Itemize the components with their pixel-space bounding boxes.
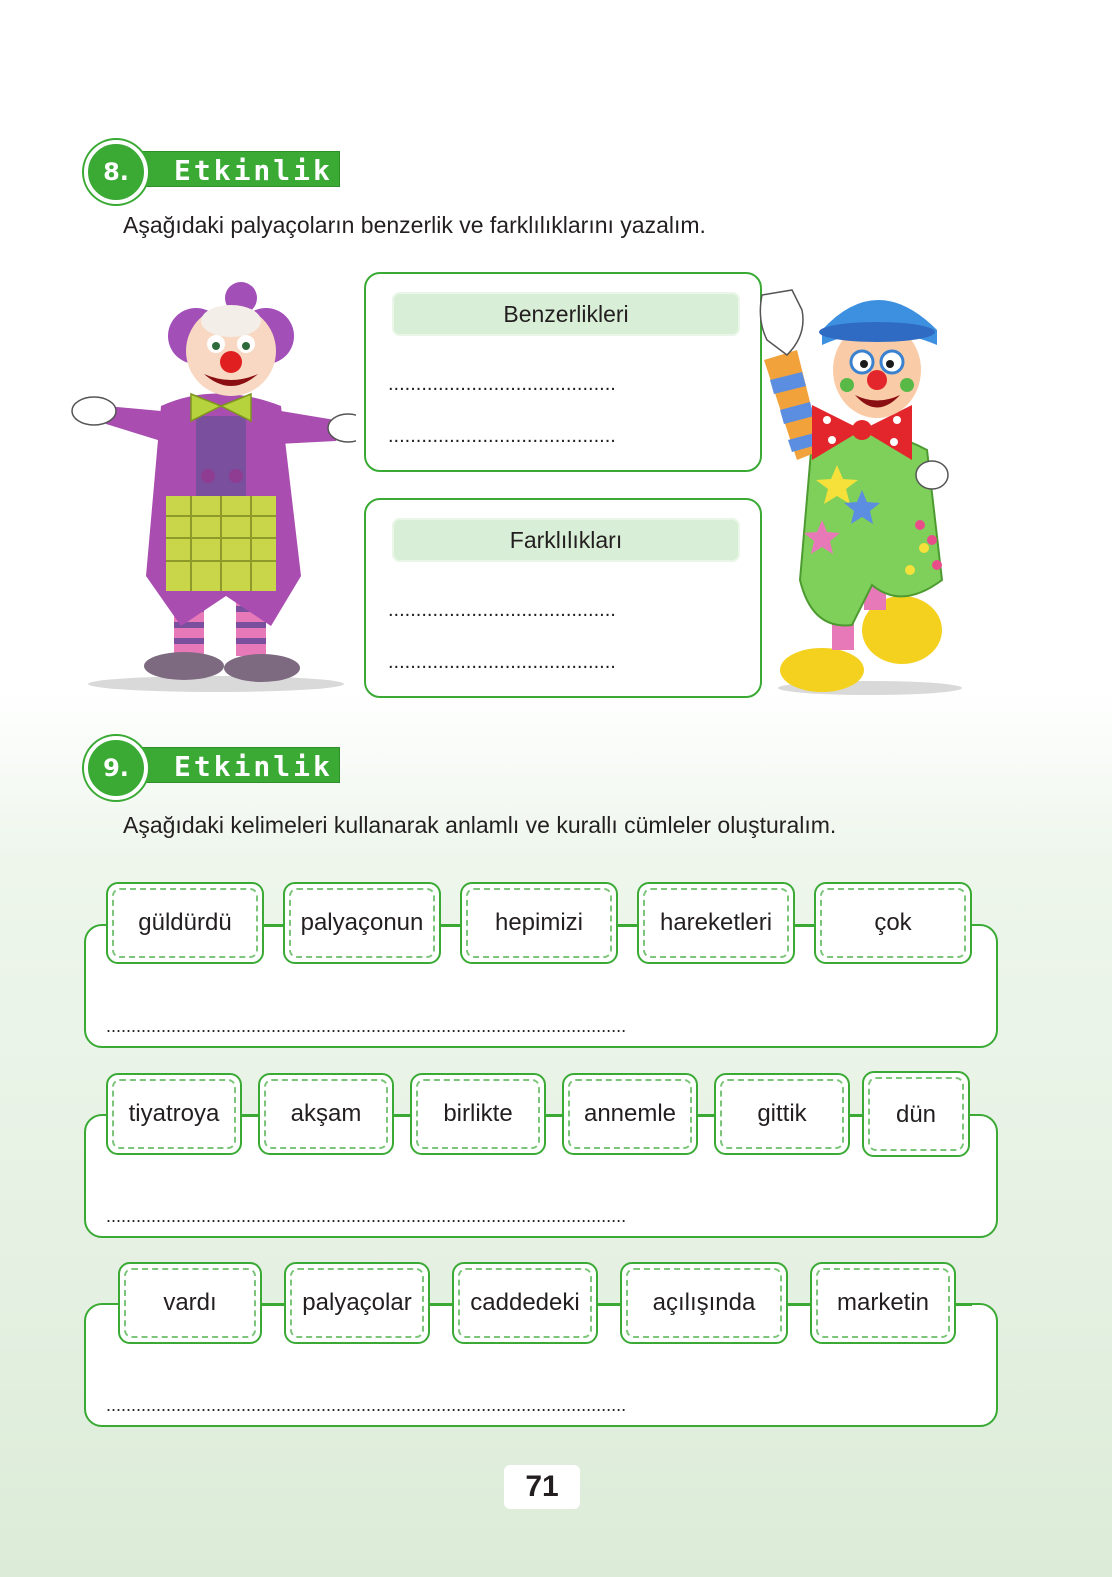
differences-line-2[interactable]: ......................................... — [388, 652, 616, 672]
differences-line-1[interactable]: ......................................... — [388, 600, 616, 620]
word-card[interactable]: hepimizi — [460, 882, 618, 964]
differences-box — [364, 498, 762, 698]
word-card[interactable]: marketin — [810, 1262, 956, 1344]
word-card[interactable]: annemle — [562, 1073, 698, 1155]
activity-8-number: 8. — [84, 140, 148, 204]
activity-9-instruction: Aşağıdaki kelimeleri kullanarak anlamlı ve kurallı cümleler oluşturalım. — [123, 812, 837, 838]
word-card[interactable]: hareketleri — [637, 882, 795, 964]
sentence-answer-line-3[interactable]: ........................................................................................................ — [106, 1397, 627, 1413]
sentence-answer-line-2[interactable]: ........................................................................................................ — [106, 1208, 627, 1224]
word-card[interactable]: palyaçolar — [284, 1262, 430, 1344]
word-card[interactable]: dün — [862, 1071, 970, 1157]
sentence-answer-line-1[interactable]: ........................................................................................................ — [106, 1018, 627, 1034]
word-card[interactable]: güldürdü — [106, 882, 264, 964]
word-card[interactable]: vardı — [118, 1262, 262, 1344]
clown-left-illustration — [66, 276, 356, 696]
word-card[interactable]: palyaçonun — [283, 882, 441, 964]
differences-title: Farklılıkları — [392, 518, 740, 562]
similarities-box — [364, 272, 762, 472]
word-card[interactable]: caddedeki — [452, 1262, 598, 1344]
similarities-line-2[interactable]: ......................................... — [388, 426, 616, 446]
activity-8-instruction: Aşağıdaki palyaçoların benzerlik ve farklılıklarını yazalım. — [123, 212, 706, 238]
word-card[interactable]: çok — [814, 882, 972, 964]
word-card[interactable]: birlikte — [410, 1073, 546, 1155]
word-card[interactable]: tiyatroya — [106, 1073, 242, 1155]
word-card[interactable]: akşam — [258, 1073, 394, 1155]
page-number: 71 — [504, 1465, 580, 1509]
word-card[interactable]: gittik — [714, 1073, 850, 1155]
clown-right-illustration — [752, 280, 967, 700]
similarities-line-1[interactable]: ......................................... — [388, 374, 616, 394]
activity-9-heading — [84, 736, 344, 796]
activity-9-title: Etkinlik — [174, 750, 333, 783]
activity-8-heading — [84, 140, 344, 200]
activity-8-title: Etkinlik — [174, 154, 333, 187]
activity-9-number: 9. — [84, 736, 148, 800]
word-card[interactable]: açılışında — [620, 1262, 788, 1344]
similarities-title: Benzerlikleri — [392, 292, 740, 336]
